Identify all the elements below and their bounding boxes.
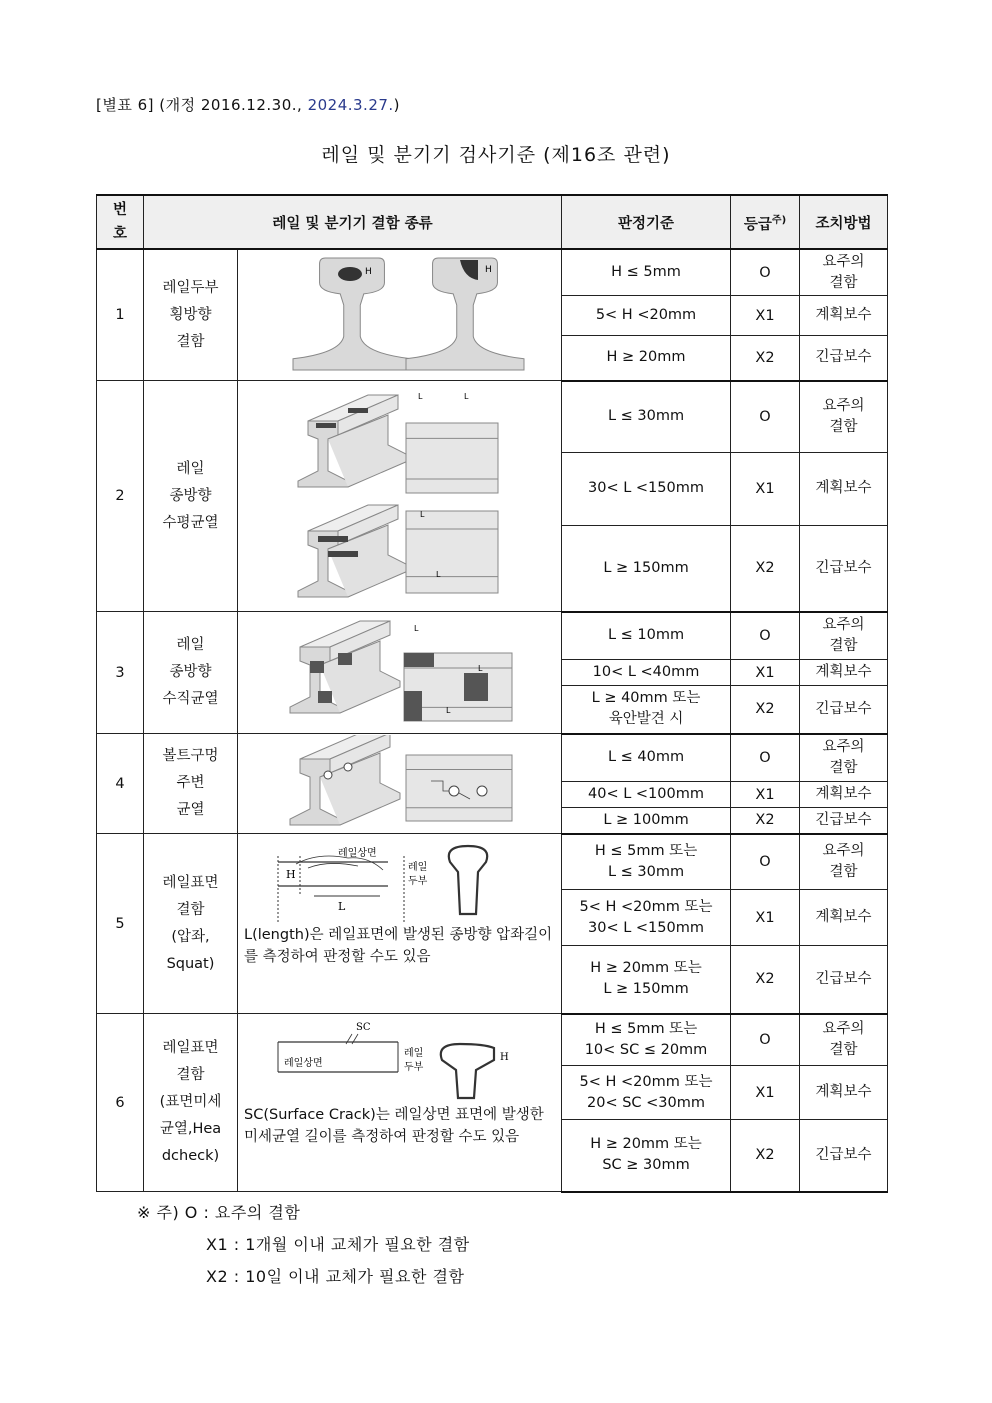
criteria-cell: 30< L <150mm: [562, 453, 731, 525]
rail-side-figure: [406, 423, 498, 493]
defect-illustration-cell: [238, 381, 562, 612]
h-dim-label: H: [365, 267, 372, 277]
defect-name: 레일 종방향 수직균열: [144, 612, 238, 734]
defect-illustration-cell: [238, 734, 562, 834]
fig-h-label: H: [286, 868, 296, 881]
header-no: 번 호: [97, 195, 144, 249]
criteria-cell: H ≥ 20mm 또는 L ≥ 150mm: [562, 946, 731, 1014]
rail-3d-figure: [290, 735, 400, 825]
action-cell: 긴급보수: [800, 1120, 888, 1192]
criteria-cell: 5< H <20mm: [562, 296, 731, 336]
action-cell: 계획보수: [800, 453, 888, 525]
action-cell: 긴급보수: [800, 336, 888, 381]
transverse-defect-figure: [238, 250, 562, 380]
action-cell: 요주의 결함: [800, 612, 888, 660]
action-cell: 요주의 결함: [800, 1014, 888, 1066]
action-cell: 긴급보수: [800, 525, 888, 611]
defect-illustration-cell: [238, 612, 562, 734]
crack-mark: [318, 691, 332, 703]
crack-mark: [318, 536, 348, 542]
crack-mark: [316, 423, 336, 428]
criteria-cell: H ≤ 5mm 또는 L ≤ 30mm: [562, 834, 731, 890]
crack-mark: [328, 551, 358, 557]
inspection-criteria-table: [96, 194, 888, 1193]
defect-illustration-cell: [238, 249, 562, 381]
action-cell: 계획보수: [800, 660, 888, 686]
crack-mark: [404, 691, 422, 721]
criteria-cell: 10< L <40mm: [562, 660, 731, 686]
criteria-cell: L ≤ 10mm: [562, 612, 731, 660]
table-row: [97, 381, 888, 453]
criteria-cell: 5< H <20mm 또는 20< SC <30mm: [562, 1066, 731, 1120]
header-action: 조치방법: [800, 195, 888, 249]
defect-illustration-cell: [238, 834, 562, 1014]
header-grade: [731, 195, 800, 249]
grade-cell: X1: [731, 660, 800, 686]
figure-description: L(length)은 레일표면에 발생된 종방향 압좌길이를 측정하여 판정할 수도 있음: [244, 927, 553, 965]
criteria-cell: 40< L <100mm: [562, 782, 731, 808]
row-number: 1: [97, 249, 144, 381]
rail-head-outline: [449, 846, 487, 914]
criteria-cell: L ≥ 150mm: [562, 525, 731, 611]
l-dim-label: L: [418, 392, 423, 401]
grade-cell: O: [731, 1014, 800, 1066]
criteria-cell: L ≤ 40mm: [562, 734, 731, 782]
bolt-hole: [324, 771, 332, 779]
rail-3d-figure: [290, 621, 400, 713]
criteria-cell: L ≤ 30mm: [562, 381, 731, 453]
grade-cell: X2: [731, 808, 800, 834]
defect-name: 볼트구멍 주변 균열: [144, 734, 238, 834]
action-cell: 계획보수: [800, 782, 888, 808]
note-line: X1 : 1개월 이내 교체가 필요한 결함: [206, 1235, 470, 1254]
fig-sc-label: SC: [356, 1022, 371, 1033]
defect-name: 레일두부 횡방향 결함: [144, 249, 238, 381]
crack-mark: [310, 661, 324, 673]
row-number: 4: [97, 734, 144, 834]
page-title: 레일 및 분기기 검사기준 (제16조 관련): [321, 144, 671, 166]
grade-cell: O: [731, 381, 800, 453]
bolt-hole-crack-figure: [238, 735, 562, 833]
vertical-crack-figure: [238, 613, 562, 733]
rail-side-figure: [406, 511, 498, 593]
grade-cell: O: [731, 612, 800, 660]
action-cell: 요주의 결함: [800, 834, 888, 890]
grade-footnote-mark: 주): [771, 214, 787, 226]
criteria-cell: L ≥ 40mm 또는 육안발견 시: [562, 686, 731, 734]
l-dim-label: L: [446, 705, 451, 715]
defect-name: 레일 종방향 수평균열: [144, 381, 238, 612]
crack-mark: [338, 653, 352, 665]
grade-cell: X2: [731, 336, 800, 381]
action-cell: 긴급보수: [800, 808, 888, 834]
squat-figure: [238, 834, 562, 924]
criteria-cell: 5< H <20mm 또는 30< L <150mm: [562, 890, 731, 946]
table-row: [97, 1014, 888, 1066]
l-dim-label: L: [464, 392, 469, 401]
bolt-hole: [477, 786, 487, 796]
fig-side-label: 레일: [408, 862, 428, 873]
bolt-hole: [344, 763, 352, 771]
grade-cell: X1: [731, 1066, 800, 1120]
action-cell: 요주의 결함: [800, 381, 888, 453]
action-cell: 계획보수: [800, 1066, 888, 1120]
row-number: 2: [97, 381, 144, 612]
bolt-hole: [449, 786, 459, 796]
header-suffix: ): [393, 96, 401, 114]
l-dim-label: L: [420, 510, 425, 519]
row-number: 6: [97, 1014, 144, 1192]
action-cell: 긴급보수: [800, 686, 888, 734]
crack-mark: [464, 673, 488, 701]
fig-top-label: 레일상면: [338, 848, 377, 859]
note-line: X2 : 10일 이내 교체가 필요한 결함: [206, 1267, 465, 1286]
header-defect-type: 레일 및 분기기 결함 종류: [144, 195, 562, 249]
grade-cell: X2: [731, 946, 800, 1014]
action-cell: 요주의 결함: [800, 734, 888, 782]
appendix-header: [96, 94, 400, 115]
crack-mark: [404, 653, 434, 667]
action-cell: 긴급보수: [800, 946, 888, 1014]
grade-cell: X1: [731, 453, 800, 525]
table-row: [97, 612, 888, 660]
action-cell: 계획보수: [800, 296, 888, 336]
criteria-cell: H ≥ 20mm 또는 SC ≥ 30mm: [562, 1120, 731, 1192]
criteria-cell: H ≤ 5mm 또는 10< SC ≤ 20mm: [562, 1014, 731, 1066]
defect-name: 레일표면 결함 (압좌, Squat): [144, 834, 238, 1014]
table-row: [97, 734, 888, 782]
table-header-row: [97, 195, 888, 249]
header-revision-date: 2024.3.27.: [307, 96, 394, 114]
fig-side-label: 레일: [404, 1048, 424, 1059]
criteria-cell: H ≥ 20mm: [562, 336, 731, 381]
defect-name: 레일표면 결함 (표면미세 균열,Hea dcheck): [144, 1014, 238, 1192]
l-dim-label: L: [478, 663, 483, 673]
grade-cell: X1: [731, 890, 800, 946]
fig-l-label: L: [338, 900, 346, 913]
grade-cell: X1: [731, 782, 800, 808]
figure-description: SC(Surface Crack)는 레일상면 표면에 발생한 미세균열 길이를 측정하여 판정할 수도 있음: [244, 1107, 544, 1145]
criteria-cell: L ≥ 100mm: [562, 808, 731, 834]
grade-label: 등급: [743, 216, 772, 233]
grade-cell: O: [731, 249, 800, 296]
action-cell: 요주의 결함: [800, 249, 888, 296]
table-row: [97, 249, 888, 296]
crack-mark: [348, 408, 368, 413]
criteria-cell: H ≤ 5mm: [562, 249, 731, 296]
table-row: [97, 834, 888, 890]
fig-h-label: H: [500, 1052, 509, 1063]
fig-side-label: 두부: [408, 876, 428, 887]
rail-side-figure: [406, 755, 512, 821]
grade-cell: X2: [731, 1120, 800, 1192]
grade-cell: X2: [731, 686, 800, 734]
headcheck-figure: [238, 1014, 562, 1104]
grade-cell: X2: [731, 525, 800, 611]
defect-illustration-cell: [238, 1014, 562, 1192]
l-dim-label: L: [436, 570, 441, 579]
row-number: 3: [97, 612, 144, 734]
row-number: 5: [97, 834, 144, 1014]
header-criteria: 판정기준: [562, 195, 731, 249]
fig-side-label: 두부: [404, 1062, 424, 1073]
h-dim-label: H: [485, 265, 492, 275]
fig-top-label: 레일상면: [284, 1058, 323, 1069]
grade-cell: X1: [731, 296, 800, 336]
note-line: ※ 주) O : 요주의 결함: [137, 1203, 301, 1222]
grade-cell: O: [731, 734, 800, 782]
horizontal-crack-figure: [238, 381, 562, 611]
defect-mark: [338, 267, 362, 281]
rail-head-outline: [441, 1044, 494, 1098]
l-dim-label: L: [414, 623, 419, 633]
grade-cell: O: [731, 834, 800, 890]
header-prefix: [별표 6] (개정 2016.12.30.,: [96, 96, 308, 114]
action-cell: 계획보수: [800, 890, 888, 946]
